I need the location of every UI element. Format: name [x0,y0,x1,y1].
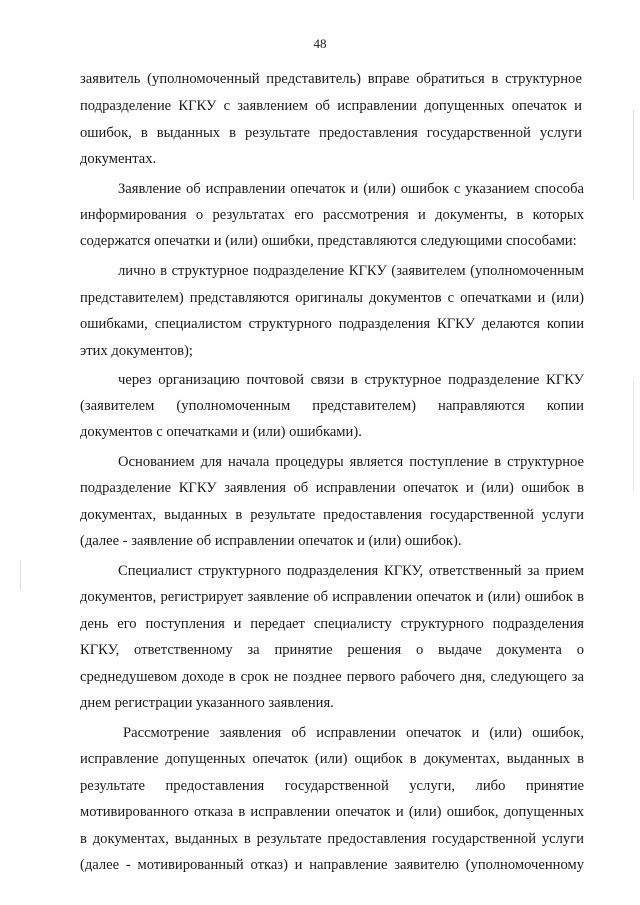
body-text-line: документов, регистрирует заявление об исправлении опечаток и (или) ошибок в [80,589,584,605]
body-text-line: подразделение КГКУ заявления об исправлении опечаток и (или) ошибок в [80,480,584,496]
body-text-line: заявитель (уполномоченный представитель) вправе обратиться в структурное [80,71,582,87]
body-text-line: лично в структурное подразделение КГКУ (заявителем (уполномоченным [118,263,584,279]
body-text-line: Основанием для начала процедуры является поступление в структурное [118,454,584,470]
body-text-line: Рассмотрение заявления об исправлении опечаток и (или) ошибок, [123,725,584,741]
body-text-line: ошибками, специалистом структурного подразделения КГКУ делаются копии [80,316,584,332]
scan-edge-mark [20,560,21,590]
body-text-line: (заявителем (уполномоченным представителем) направляются копии [80,398,584,414]
body-text-line: представителем) представляются оригиналы документов с опечатками и (или) [80,290,584,306]
scan-edge-mark [633,380,634,490]
body-text-line: информирования о результатах его рассмотрения и документы, в которых [80,207,584,223]
body-text-line: Заявление об исправлении опечаток и (или) ошибок с указанием способа [118,181,584,197]
body-text-line: днем регистрации указанного заявления. [80,695,334,711]
body-text-line: документах, выданных в результате предоставления государственной услуги [80,507,584,523]
body-text-line: через организацию почтовой связи в структурное подразделение КГКУ [118,372,584,388]
body-text-line: ошибок, в выданных в результате предоставления государственной услуги [80,125,582,141]
body-text-line: в документах, выданных в результате предоставления государственной услуги [80,831,584,847]
body-text-line: этих документов); [80,343,193,359]
body-text-line: день его поступления и передает специалисту структурного подразделения [80,616,584,632]
body-text-line: КГКУ, ответственному за принятие решения о выдаче документа о [80,642,584,658]
body-text-line: (далее - заявление об исправлении опечаток и (или) ошибок). [80,533,462,549]
body-text-line: документов с опечатками и (или) ошибками). [80,424,362,440]
page-number: 48 [313,36,327,51]
body-text-line: содержатся опечатки и (или) ошибки, представляются следующими способами: [80,233,577,249]
body-text-line: документах. [80,151,157,167]
body-text-line: подразделение КГКУ с заявлением об исправлении допущенных опечаток и [80,98,582,114]
body-text-line: мотивированного отказа в исправлении опечаток и (или) ошибок, допущенных [80,804,584,820]
body-text-line: (далее - мотивированный отказ) и направление заявителю (уполномоченному [80,857,584,873]
body-text-line: результате предоставления государственной услуги, либо принятие [80,778,584,794]
body-text-line: исправление допущенных опечаток (или) ощибок в документах, выданных в [80,751,584,767]
body-text-line: среднедушевом доходе в срок не позднее первого рабочего дня, следующего за [80,669,584,685]
body-text-line: Специалист структурного подразделения КГКУ, ответственный за прием [118,563,584,579]
scan-edge-mark [633,110,634,200]
